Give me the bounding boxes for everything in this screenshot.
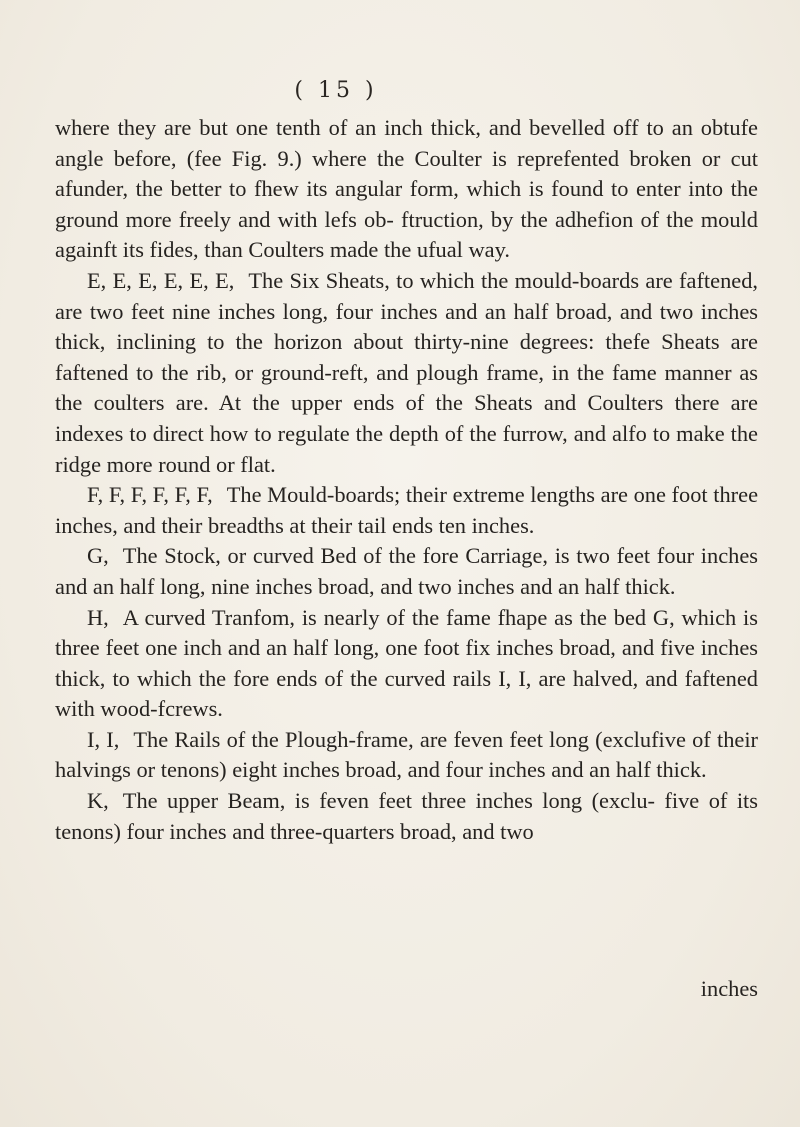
paragraph-text: The Stock, or curved Bed of the fore Carriage, is two feet four inches and an half long, nine inches broad, and two inches and an half thick. <box>55 543 758 599</box>
paragraph-label: F, F, F, F, F, F, <box>87 482 213 508</box>
paragraph-label: I, I, <box>87 726 120 752</box>
paragraph-rails <box>55 725 758 786</box>
page-number: ( 15 ) <box>294 78 378 103</box>
paragraph-sheats <box>55 266 758 480</box>
paragraph-label: G, <box>87 543 109 569</box>
paragraph-upper-beam <box>55 786 758 847</box>
paragraph-mould-boards <box>55 480 758 541</box>
catchword: inches <box>700 976 758 1001</box>
paragraph-text: The Mould-boards; their extreme lengths are one foot three inches, and their breadths at their tail ends ten inches. <box>55 482 759 538</box>
body-text <box>55 113 758 847</box>
paragraph-label: K, <box>87 788 109 814</box>
paragraph-transom <box>55 603 758 725</box>
paragraph-text: A curved Tranfom, is nearly of the fame fhape as the bed G, which is three feet one inch and an half long, one foot fix inches broad, and five inches thick, to which the fore ends of the curved rails I, I, are halved, and faftened with wood-fcrews. <box>55 604 758 722</box>
paragraph-text: where they are but one tenth of an inch thick, and bevelled off to an obtufe angle before, (fee Fig. 9.) where the Coulter is reprefented broken or cut afunder, the better to fhew its angular form, which is found to enter into the ground more freely and with lefs ob- ftruction, by the adhefion of the mould againft its fides, than Coulters made the ufual way. <box>55 115 758 263</box>
paragraph-text: The Rails of the Plough-frame, are feven feet long (exclufive of their halvings or tenons) eight inches broad, and four inches and an half thick. <box>55 726 759 783</box>
paragraph-continuation <box>55 113 758 266</box>
paragraph-text: The Six Sheats, to which the mould-boards are faftened, are two feet nine inches long, four inches and an half broad, and two inches thick, inclining to the horizon about thirty-nine degrees: thefe Sheats are faftened to the rib, or ground-reft, and plough frame, in the fame manner as the coulters are. At the upper ends of the Sheats and Coulters there are indexes to direct how to regulate the depth of the furrow, and alfo to make the ridge more round or flat. <box>55 267 758 477</box>
paragraph-label: E, E, E, E, E, E, <box>87 267 235 293</box>
paragraph-stock <box>55 541 758 602</box>
paragraph-label: H, <box>87 604 109 630</box>
paragraph-text: The upper Beam, is feven feet three inches long (exclu- five of its tenons) four inches and three-quarters broad, and two <box>55 788 758 844</box>
